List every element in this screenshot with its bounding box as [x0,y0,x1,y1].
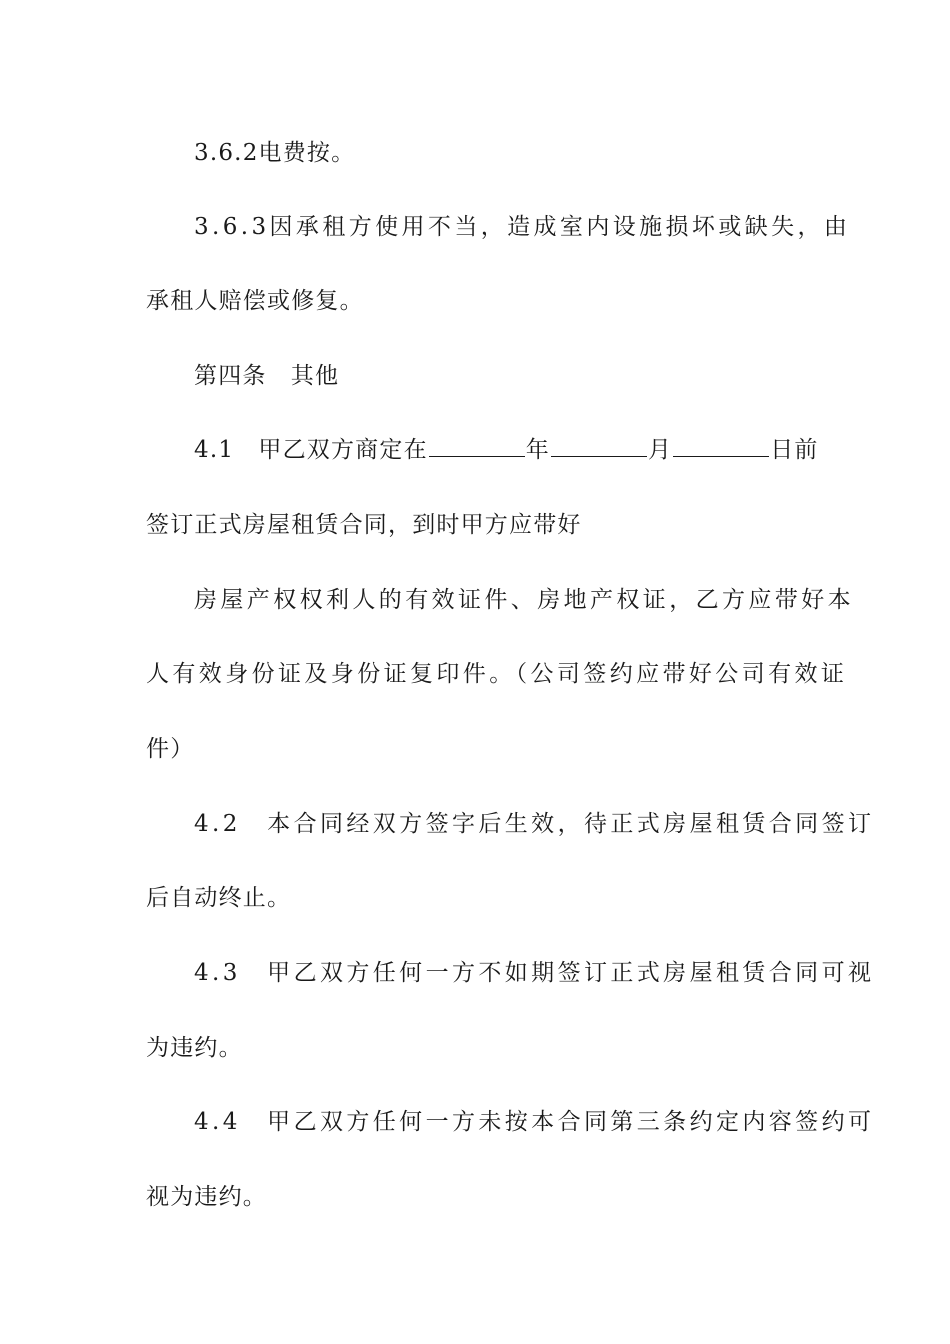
clause-4-1-line-2: 签订正式房屋租赁合同，到时甲方应带好 [146,512,582,538]
documents-line-3: 件） [146,736,195,762]
article-4-heading: 第四条 其他 [194,363,340,389]
clause-3-6-2: 3.6.2电费按。 [194,140,356,166]
year-label: 年 [525,437,550,463]
clause-4-1-prefix: 4.1 甲乙双方商定在 [194,437,428,463]
month-blank [551,434,647,457]
day-blank [673,434,769,457]
clause-4-3-line-1: 4.3 甲乙双方任何一方不如期签订正式房屋租赁合同可视 [194,960,875,986]
clause-4-2-line-2: 后自动终止。 [146,885,292,911]
clause-4-2-line-1: 4.2 本合同经双方签字后生效，待正式房屋租赁合同签订 [194,811,875,837]
clause-3-6-3-line-1: 3.6.3因承租方使用不当，造成室内设施损坏或缺失，由 [194,214,851,240]
year-blank [429,434,525,457]
documents-line-1: 房屋产权权利人的有效证件、房地产权证，乙方应带好本 [194,587,854,613]
clause-4-4-line-2: 视为违约。 [146,1184,267,1210]
clause-4-4-line-1: 4.4 甲乙双方任何一方未按本合同第三条约定内容签约可 [194,1109,875,1135]
documents-line-2: 人有效身份证及身份证复印件。（公司签约应带好公司有效证 [146,661,848,687]
clause-3-6-3-line-2: 承租人赔偿或修复。 [146,288,364,314]
month-label: 月 [647,437,673,463]
clause-4-1-line-1 [194,434,819,466]
day-label: 日前 [770,437,819,463]
clause-4-3-line-2: 为违约。 [146,1035,243,1061]
